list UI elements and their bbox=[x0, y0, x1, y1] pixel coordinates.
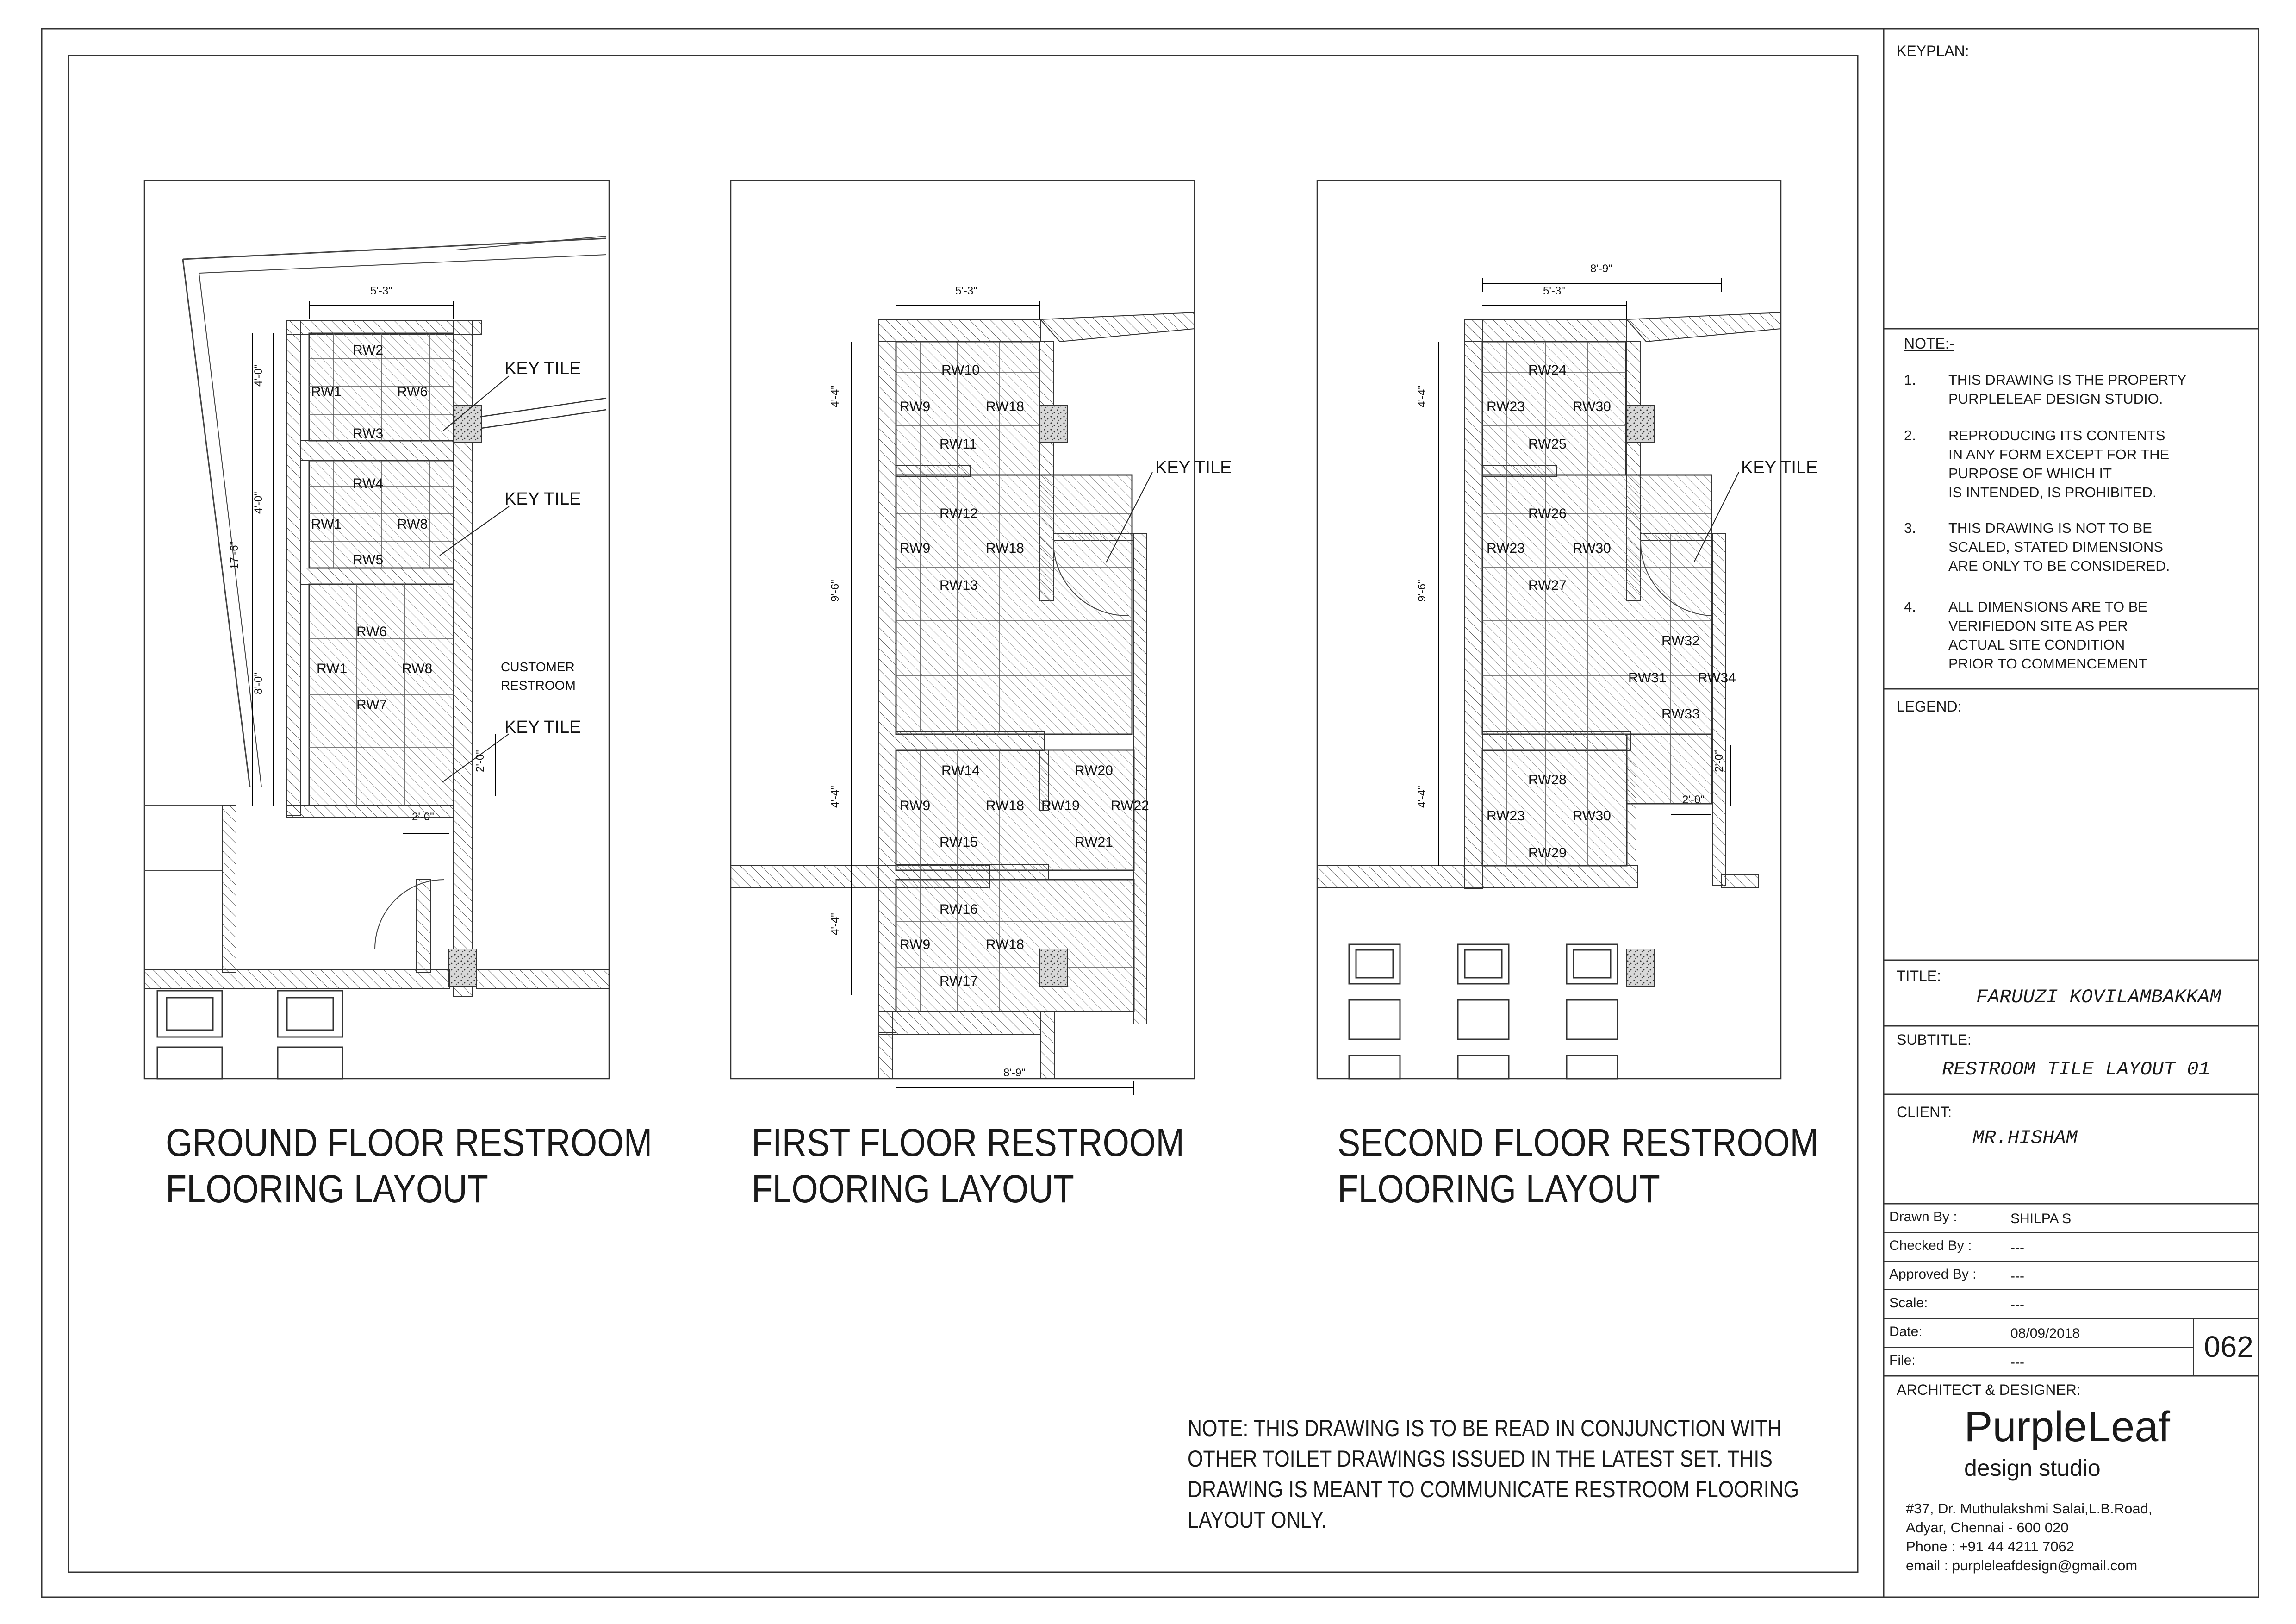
title-block-row-value: --- bbox=[2010, 1240, 2024, 1255]
tile-label: RW4 bbox=[353, 476, 384, 491]
tile-label: RW19 bbox=[1041, 798, 1080, 813]
tile-label: RW8 bbox=[402, 661, 433, 676]
plan-title-line2: FLOORING LAYOUT bbox=[752, 1167, 1074, 1211]
dimension-label: 4'-4" bbox=[829, 913, 841, 935]
tile-label: RW1 bbox=[311, 517, 342, 532]
title-block-row-value: --- bbox=[2010, 1355, 2024, 1370]
architect-label: ARCHITECT & DESIGNER: bbox=[1897, 1381, 2081, 1398]
plan-title-line1: GROUND FLOOR RESTROOM bbox=[166, 1121, 653, 1164]
tile-label: RW28 bbox=[1528, 772, 1567, 787]
dimension-label: 4'-4" bbox=[1416, 786, 1428, 808]
tile-label: RW25 bbox=[1528, 437, 1567, 452]
key-tile-label: KEY TILE bbox=[504, 718, 581, 737]
dimension-label: 8'-0" bbox=[252, 672, 265, 694]
note-line: LAYOUT ONLY. bbox=[1188, 1507, 1327, 1533]
note-heading: NOTE:- bbox=[1904, 335, 1954, 352]
tile-label: RW9 bbox=[900, 798, 931, 813]
dimension-label: 9'-6" bbox=[1416, 580, 1428, 602]
key-tile-label: KEY TILE bbox=[1155, 458, 1232, 477]
legend-label: LEGEND: bbox=[1897, 698, 1962, 715]
firm-logo-sub: design studio bbox=[1964, 1455, 2101, 1481]
tile-label: RW7 bbox=[356, 697, 387, 712]
dimension-label: 5'-3" bbox=[1543, 285, 1565, 297]
title-block-row-label: File: bbox=[1889, 1353, 1916, 1368]
tile-label: RW9 bbox=[900, 937, 931, 952]
title-label: TITLE: bbox=[1897, 968, 1941, 984]
title-block-row-value: --- bbox=[2010, 1268, 2024, 1284]
dimension-label: 8'-9" bbox=[1590, 262, 1612, 275]
tile-label: RW18 bbox=[986, 798, 1024, 813]
tile-label: RW33 bbox=[1661, 706, 1700, 722]
title-block-row-label: Checked By : bbox=[1889, 1238, 1972, 1253]
tile-label: RW27 bbox=[1528, 578, 1567, 593]
address-line: Adyar, Chennai - 600 020 bbox=[1906, 1519, 2069, 1536]
dimension-label: 2'-0" bbox=[412, 811, 434, 823]
plan-title-line1: FIRST FLOOR RESTROOM bbox=[752, 1121, 1185, 1164]
tile-label: RW9 bbox=[900, 541, 931, 556]
client-name: MR.HISHAM bbox=[1972, 1127, 2078, 1149]
tile-label: RW21 bbox=[1075, 835, 1113, 850]
plan-title-line2: FLOORING LAYOUT bbox=[1338, 1167, 1660, 1211]
tile-label: RW10 bbox=[941, 362, 980, 378]
note-line: OTHER TOILET DRAWINGS ISSUED IN THE LATEST SET. THIS bbox=[1188, 1446, 1773, 1472]
tile-label: RW18 bbox=[986, 541, 1024, 556]
tile-label: RW31 bbox=[1628, 670, 1667, 686]
tile-label: RW22 bbox=[1111, 798, 1149, 813]
tile-label: RW23 bbox=[1487, 541, 1525, 556]
tile-label: RW30 bbox=[1573, 541, 1611, 556]
dimension-label: 17'-6" bbox=[228, 541, 241, 569]
tile-label: RW30 bbox=[1573, 808, 1611, 824]
dimension-label: 4'-4" bbox=[829, 786, 841, 808]
dimension-label: 2'-0" bbox=[1682, 793, 1705, 806]
address-line: #37, Dr. Muthulakshmi Salai,L.B.Road, bbox=[1906, 1500, 2153, 1517]
tile-label: RW3 bbox=[353, 426, 384, 441]
title-block-row-label: Approved By : bbox=[1889, 1267, 1977, 1282]
dimension-label: 5'-3" bbox=[370, 285, 392, 297]
tile-label: RW14 bbox=[941, 763, 980, 778]
title-block-row-value: 08/09/2018 bbox=[2010, 1326, 2080, 1341]
tile-label: RW9 bbox=[900, 399, 931, 414]
sheet-number: 062 bbox=[2204, 1330, 2253, 1363]
tile-label: RW13 bbox=[940, 578, 978, 593]
note-text: THIS DRAWING IS THE PROPERTY PURPLELEAF DESIGN STUDIO. bbox=[1948, 372, 2187, 407]
note-number: 2. bbox=[1904, 427, 1916, 443]
title-block-row-value: --- bbox=[2010, 1297, 2024, 1312]
room-label: CUSTOMER bbox=[501, 660, 575, 674]
note-number: 4. bbox=[1904, 599, 1916, 615]
tile-label: RW8 bbox=[397, 517, 428, 532]
dimension-label: 8'-9" bbox=[1003, 1067, 1026, 1079]
drawing-subtitle: RESTROOM TILE LAYOUT 01 bbox=[1942, 1058, 2210, 1081]
tile-label: RW24 bbox=[1528, 362, 1567, 378]
note-number: 1. bbox=[1904, 372, 1916, 388]
subtitle-label: SUBTITLE: bbox=[1897, 1031, 1972, 1048]
tile-label: RW6 bbox=[397, 384, 428, 400]
title-block-row-label: Scale: bbox=[1889, 1295, 1928, 1311]
dimension-label: 4'-4" bbox=[829, 385, 841, 407]
plan-title-ground bbox=[166, 1119, 652, 1212]
tile-label: RW11 bbox=[940, 437, 977, 452]
note-line: DRAWING IS MEANT TO COMMUNICATE RESTROOM FLOORING bbox=[1188, 1476, 1799, 1502]
tile-label: RW6 bbox=[356, 624, 387, 639]
tile-label: RW18 bbox=[986, 399, 1024, 414]
tile-label: RW2 bbox=[353, 343, 384, 358]
note-text: ALL DIMENSIONS ARE TO BE VERIFIEDON SITE AS PER ACTUAL SITE CONDITION PRIOR TO COMMENCEMENT bbox=[1948, 599, 2148, 672]
key-tile-label: KEY TILE bbox=[504, 489, 581, 509]
conjunction-note bbox=[1188, 1413, 1799, 1535]
tile-label: RW20 bbox=[1075, 763, 1113, 778]
key-tile-label: KEY TILE bbox=[504, 359, 581, 378]
tile-label: RW18 bbox=[986, 937, 1024, 952]
tile-label: RW12 bbox=[940, 506, 978, 521]
title-block-frame bbox=[1884, 29, 2259, 1597]
dimension-label: 5'-3" bbox=[955, 285, 977, 297]
tile-label: RW1 bbox=[317, 661, 348, 676]
note-text: THIS DRAWING IS NOT TO BE SCALED, STATED DIMENSIONS ARE ONLY TO BE CONSIDERED. bbox=[1948, 520, 2170, 574]
room-label: RESTROOM bbox=[501, 678, 576, 693]
tile-label: RW29 bbox=[1528, 845, 1567, 861]
key-tile-label: KEY TILE bbox=[1741, 458, 1818, 477]
plan-title-line1: SECOND FLOOR RESTROOM bbox=[1338, 1121, 1819, 1164]
title-block-row-label: Date: bbox=[1889, 1324, 1923, 1339]
title-block-row-label: Drawn By : bbox=[1889, 1209, 1957, 1224]
firm-address bbox=[1906, 1499, 2152, 1575]
plan-title-second bbox=[1338, 1119, 1818, 1212]
tile-label: RW15 bbox=[940, 835, 978, 850]
plan-title-line2: FLOORING LAYOUT bbox=[166, 1167, 488, 1211]
dimension-label: 4'-0" bbox=[252, 364, 265, 387]
dimension-label: 4'-0" bbox=[252, 492, 265, 514]
keyplan-label: KEYPLAN: bbox=[1897, 43, 1969, 59]
dimension-label: 2'-0" bbox=[1713, 750, 1725, 772]
tile-label: RW32 bbox=[1661, 633, 1700, 649]
tile-label: RW30 bbox=[1573, 399, 1611, 414]
title-block-row-value: SHILPA S bbox=[2010, 1211, 2072, 1226]
dimension-label: 9'-6" bbox=[829, 580, 841, 602]
project-title: FARUUZI KOVILAMBAKKAM bbox=[1976, 986, 2221, 1008]
address-line: Phone : +91 44 4211 7062 bbox=[1906, 1538, 2075, 1555]
note-text: REPRODUCING ITS CONTENTS IN ANY FORM EXCEPT FOR THE PURPOSE OF WHICH IT IS INTENDED, IS PROHIBITED. bbox=[1948, 427, 2170, 500]
tile-label: RW16 bbox=[940, 902, 978, 917]
tile-label: RW26 bbox=[1528, 506, 1567, 521]
tile-label: RW34 bbox=[1698, 670, 1736, 686]
plan-title-first bbox=[752, 1119, 1184, 1212]
note-line: NOTE: THIS DRAWING IS TO BE READ IN CONJUNCTION WITH bbox=[1188, 1415, 1782, 1441]
tile-label: RW1 bbox=[311, 384, 342, 400]
tile-label: RW23 bbox=[1487, 399, 1525, 414]
address-line: email : purpleleafdesign@gmail.com bbox=[1906, 1557, 2138, 1574]
client-label: CLIENT: bbox=[1897, 1104, 1952, 1120]
dimension-label: 4'-4" bbox=[1416, 385, 1428, 407]
tile-label: RW5 bbox=[353, 552, 384, 568]
note-number: 3. bbox=[1904, 520, 1916, 536]
tile-label: RW23 bbox=[1487, 808, 1525, 824]
tile-label: RW17 bbox=[940, 974, 978, 989]
dimension-label: 2'-0" bbox=[474, 750, 486, 772]
firm-logo-name: PurpleLeaf bbox=[1964, 1403, 2170, 1450]
